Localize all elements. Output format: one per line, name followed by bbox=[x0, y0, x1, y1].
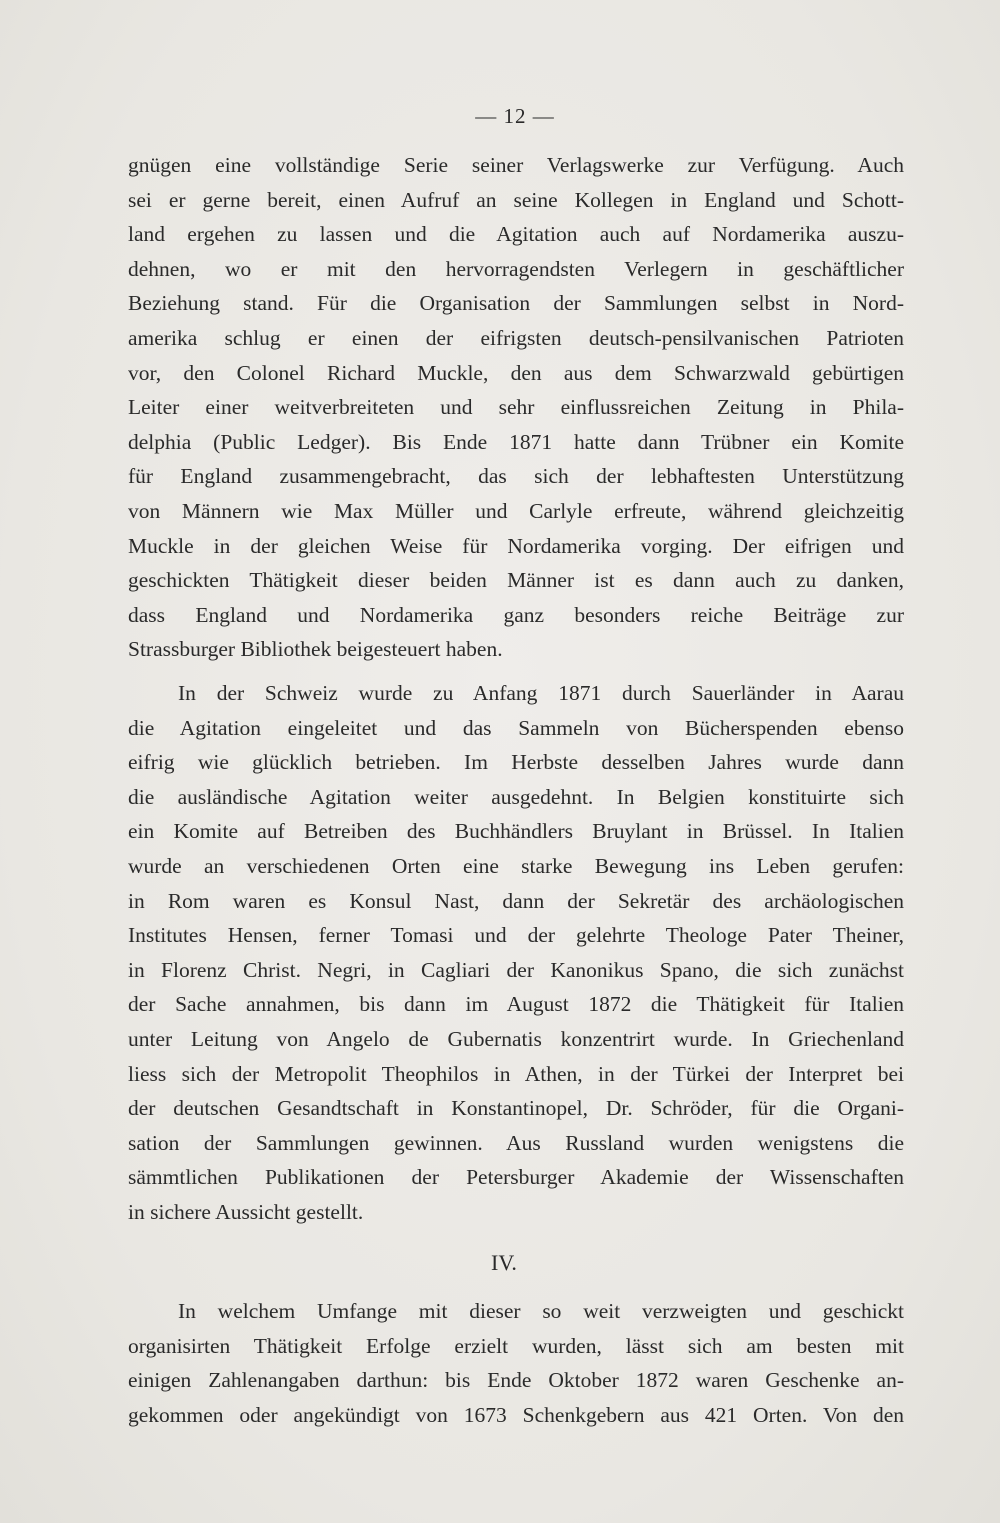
text-line: wurde an verschiedenen Orten eine starke Bewegung ins Leben gerufen: bbox=[128, 853, 904, 878]
text-line: Muckle in der gleichen Weise für Nordamerika vorging. Der eifrigen und bbox=[128, 533, 904, 558]
text-line: sei er gerne bereit, einen Aufruf an seine Kollegen in England und Schott- bbox=[128, 187, 904, 212]
text-line: organisirten Thätigkeit Erfolge erzielt wurden, lässt sich am besten mit bbox=[128, 1333, 904, 1358]
text-line: sämmtlichen Publikationen der Petersburger Akademie der Wissenschaften bbox=[128, 1165, 904, 1190]
text-line: einigen Zahlenangaben darthun: bis Ende Oktober 1872 waren Geschenke an- bbox=[128, 1368, 904, 1393]
text-line: Leiter einer weitverbreiteten und sehr einflussreichen Zeitung in Phila- bbox=[128, 395, 904, 420]
paragraph-continued bbox=[128, 148, 904, 667]
text-line: in Rom waren es Konsul Nast, dann der Sekretär des archäologischen bbox=[128, 888, 904, 913]
text-line: Strassburger Bibliothek beigesteuert haben. bbox=[128, 637, 503, 662]
text-line: Beziehung stand. Für die Organisation der Sammlungen selbst in Nord- bbox=[128, 291, 904, 316]
text-line: die Agitation eingeleitet und das Sammeln von Bücherspenden ebenso bbox=[128, 715, 904, 740]
text-line: dass England und Nordamerika ganz besonders reiche Beiträge zur bbox=[128, 602, 904, 627]
text-line: gnügen eine vollständige Serie seiner Verlagswerke zur Verfügung. Auch bbox=[128, 153, 904, 177]
text-line: liess sich der Metropolit Theophilos in Athen, in der Türkei der Interpret bei bbox=[128, 1061, 904, 1086]
text-line: eifrig wie glücklich betrieben. Im Herbste desselben Jahres wurde dann bbox=[128, 750, 904, 775]
text-line: ein Komite auf Betreiben des Buchhändlers Bruylant in Brüssel. In Italien bbox=[128, 819, 904, 844]
text-line: die ausländische Agitation weiter ausgedehnt. In Belgien konstituirte sich bbox=[128, 784, 904, 809]
text-line: In welchem Umfange mit dieser so weit verzweigten und geschickt bbox=[178, 1299, 904, 1323]
text-line: geschickten Thätigkeit dieser beiden Männer ist es dann auch zu danken, bbox=[128, 568, 904, 593]
text-line: in Florenz Christ. Negri, in Cagliari der Kanonikus Spano, die sich zunächst bbox=[128, 957, 904, 982]
text-line: amerika schlug er einen der eifrigsten deutsch-pensilvanischen Patrioten bbox=[128, 325, 904, 350]
text-line: gekommen oder angekündigt von 1673 Schenkgebern aus 421 Orten. Von den bbox=[128, 1402, 904, 1427]
text-line: für England zusammengebracht, das sich der lebhaftesten Unterstützung bbox=[128, 464, 904, 489]
text-line: dehnen, wo er mit den hervorragendsten Verlegern in geschäftlicher bbox=[128, 256, 904, 281]
text-line: land ergehen zu lassen und die Agitation auch auf Nordamerika auszu- bbox=[128, 222, 904, 247]
text-line: in sichere Aussicht gestellt. bbox=[128, 1199, 364, 1224]
text-line: delphia (Public Ledger). Bis Ende 1871 hatte dann Trübner ein Komite bbox=[128, 429, 904, 454]
page-number: — 12 — bbox=[475, 104, 555, 128]
text-line: von Männern wie Max Müller und Carlyle erfreute, während gleichzeitig bbox=[128, 498, 904, 523]
text-line: In der Schweiz wurde zu Anfang 1871 durch Sauerländer in Aarau bbox=[178, 681, 904, 705]
paragraph-switzerland bbox=[128, 676, 904, 1230]
text-line: Institutes Hensen, ferner Tomasi und der gelehrte Theologe Pater Theiner, bbox=[128, 923, 904, 948]
text-line: der Sache annahmen, bis dann im August 1872 die Thätigkeit für Italien bbox=[128, 992, 904, 1017]
text-line: unter Leitung von Angelo de Gubernatis konzentrirt wurde. In Griechenland bbox=[128, 1026, 904, 1051]
text-line: der deutschen Gesandtschaft in Konstantinopel, Dr. Schröder, für die Organi- bbox=[128, 1096, 904, 1121]
text-line: vor, den Colonel Richard Muckle, den aus dem Schwarzwald gebürtigen bbox=[128, 360, 904, 385]
section-heading: IV. bbox=[491, 1250, 517, 1275]
text-line: sation der Sammlungen gewinnen. Aus Russland wurden wenigstens die bbox=[128, 1130, 904, 1155]
paragraph-results bbox=[128, 1294, 904, 1432]
